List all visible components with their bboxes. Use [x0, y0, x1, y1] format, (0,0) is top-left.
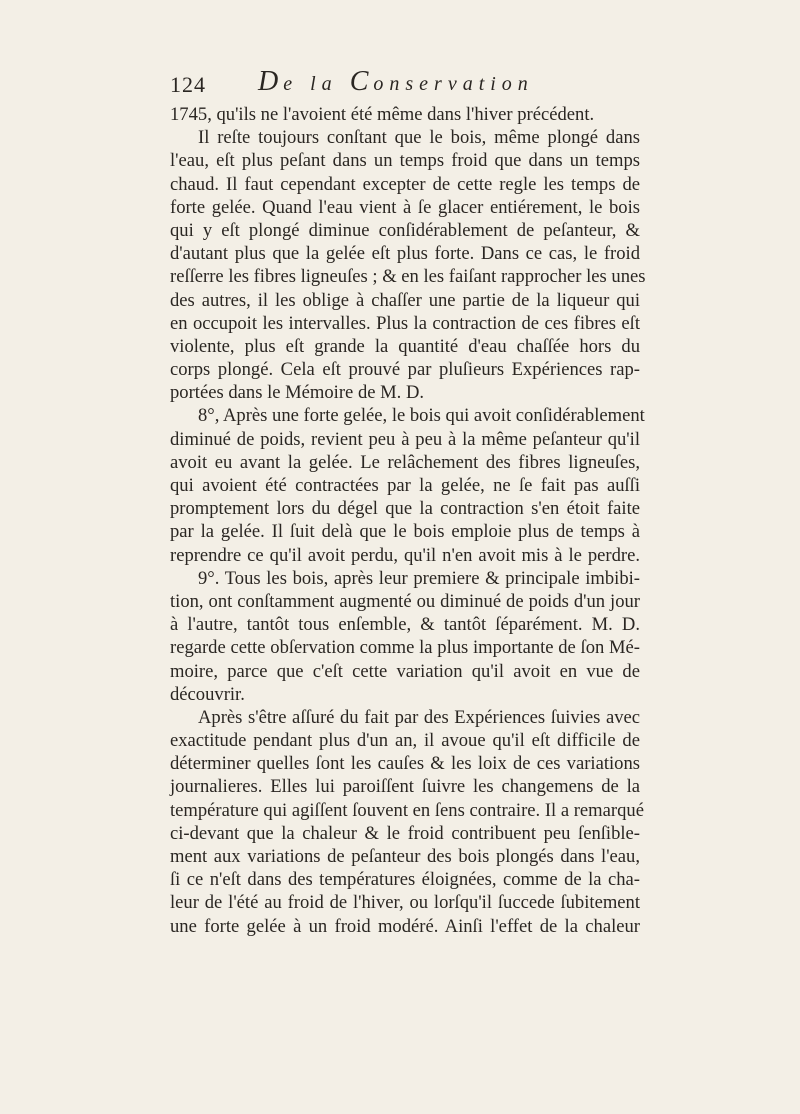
text-line: Après s'être aſſuré du fait par des Expériences ſuivies avec [198, 706, 640, 728]
text-line: reprendre ce qu'il avoit perdu, qu'il n'en avoit mis à le perdre. [170, 544, 640, 566]
title-initial-c: C [349, 66, 374, 97]
text-line: température qui agiſſent ſouvent en ſens contraire. Il a remarqué [170, 799, 644, 821]
text-line: 8°, Après une forte gelée, le bois qui avoit conſidérablement [198, 405, 645, 427]
text-line: avoit eu avant la gelée. Le relâchement des fibres ligneuſes, [170, 451, 640, 473]
text-line: découvrir. [170, 683, 245, 705]
text-line: moire, parce que c'eſt cette variation qu'il avoit en vue de [170, 660, 640, 682]
text-line: forte gelée. Quand l'eau vient à ſe glacer entiérement, le bois [170, 196, 640, 218]
text-line: en occupoit les intervalles. Plus la contraction de ces fibres eſt [170, 312, 640, 334]
text-line: d'autant plus que la gelée eſt plus forte. Dans ce cas, le froid [170, 243, 640, 265]
running-header [170, 66, 640, 100]
title-part-onservation: onservation [373, 73, 534, 95]
text-line: regarde cette obſervation comme la plus importante de ſon Mé- [170, 637, 640, 659]
text-line: l'eau, eſt plus peſant dans un temps froid que dans un temps [170, 150, 640, 172]
text-line: reſſerre les fibres ligneuſes ; & en les faiſant rapprocher les unes [170, 266, 646, 288]
page-number: 124 [170, 72, 206, 97]
body-text [170, 103, 646, 938]
text-line: chaud. Il faut cependant excepter de cette regle les temps de [170, 173, 640, 195]
text-line: ment aux variations de peſanteur des bois plongés dans l'eau, [170, 846, 640, 867]
text-line: corps plongé. Cela eſt prouvé par pluſieurs Expériences rap- [170, 359, 640, 381]
text-line: violente, plus eſt grande la quantité d'eau chaſſée hors du [170, 335, 640, 357]
text-line: journalieres. Elles lui paroiſſent ſuivre les changemens de la [170, 776, 640, 798]
title-initial-d: D [258, 66, 284, 97]
text-line: portées dans le Mémoire de M. D. [170, 382, 425, 404]
text-line: tion, ont conſtamment augmenté ou diminué de poids d'un jour [170, 590, 640, 612]
text-line: ſi ce n'eſt dans des températures éloignées, comme de la cha- [170, 869, 640, 891]
text-line: 1745, qu'ils ne l'avoient été même dans l'hiver précédent. [170, 104, 595, 125]
text-line: qui avoient été contractées par la gelée, ne ſe fait pas auſſi [170, 475, 640, 496]
running-title [258, 66, 534, 98]
text-line: par la gelée. Il ſuit delà que le bois emploie plus de temps à [170, 521, 640, 543]
title-part-de: e [283, 73, 299, 95]
text-line: déterminer quelles ſont les cauſes & les loix de ces variations [170, 753, 640, 775]
text-line: diminué de poids, revient peu à peu à la même peſanteur qu'il [170, 428, 640, 450]
text-line: des autres, il les oblige à chaſſer une partie de la liqueur qui [170, 289, 640, 311]
text-line: ci-devant que la chaleur & le froid contribuent peu ſenſible- [170, 822, 640, 844]
text-line: 9°. Tous les bois, après leur premiere & principale imbibi- [198, 567, 640, 589]
text-line: à l'autre, tantôt tous enſemble, & tantôt ſéparément. M. D. [170, 614, 640, 636]
text-line: promptement lors du dégel que la contraction s'en étoit faite [170, 498, 640, 520]
title-part-la: la [310, 73, 338, 95]
text-line: qui y eſt plongé diminue conſidérablement de peſanteur, & [170, 219, 640, 241]
text-line: leur de l'été au froid de l'hiver, ou lorſqu'il ſuccede ſubitement [170, 892, 640, 914]
text-line: une forte gelée à un froid modéré. Ainſi l'effet de la chaleur [170, 915, 640, 937]
text-line: Il reſte toujours conſtant que le bois, même plongé dans [198, 127, 640, 149]
text-line: exactitude pendant plus d'un an, il avoue qu'il eſt difficile de [170, 730, 640, 752]
